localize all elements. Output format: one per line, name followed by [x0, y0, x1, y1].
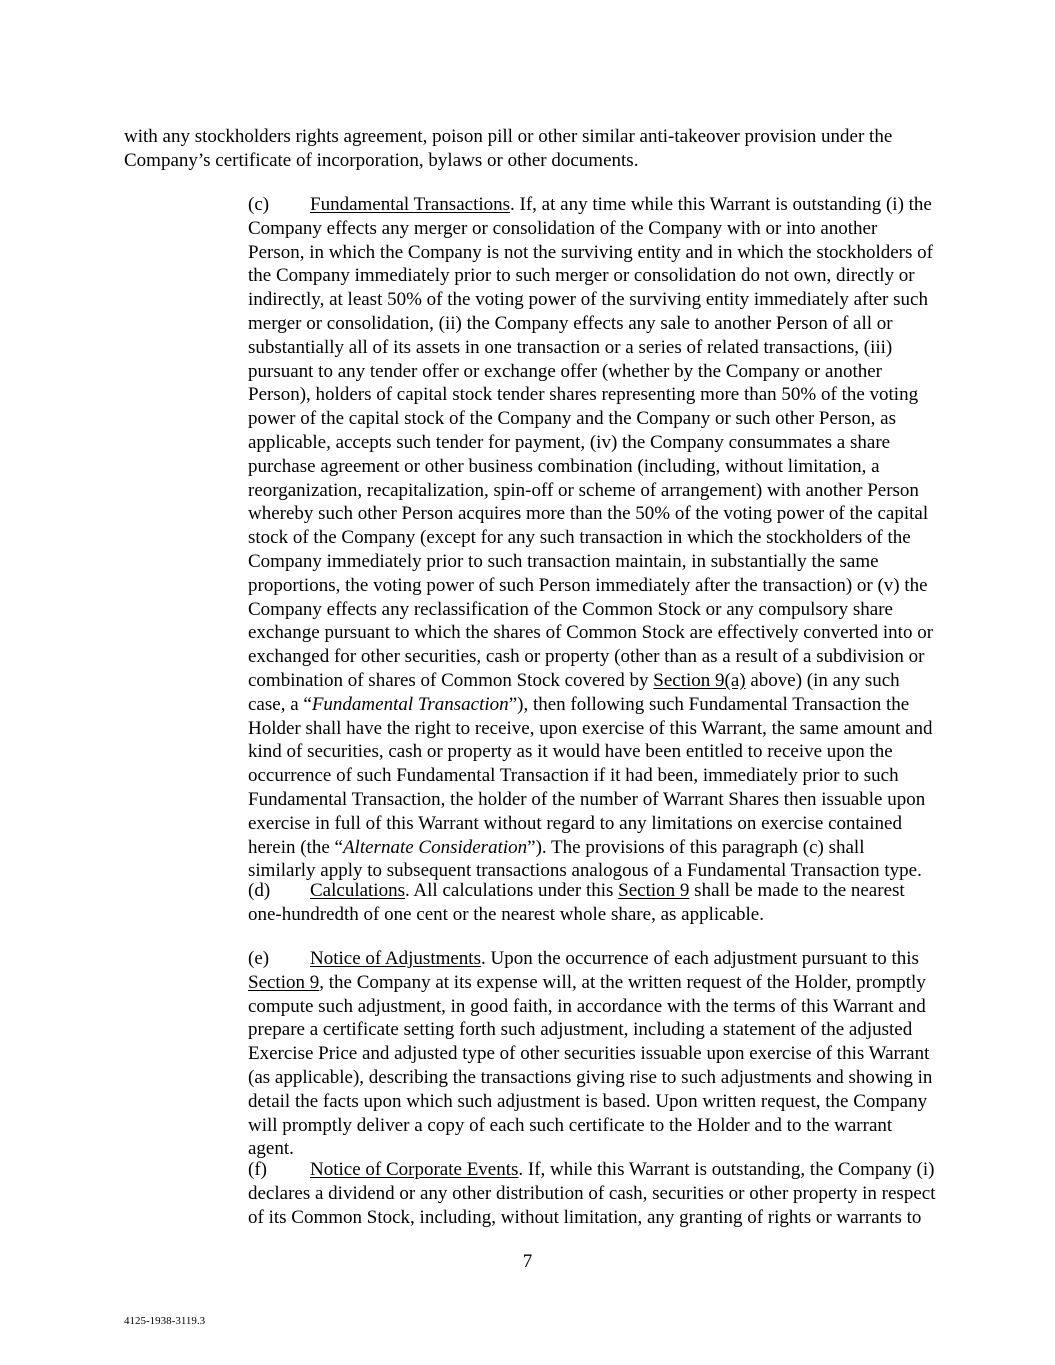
paragraph-f	[124, 1158, 936, 1229]
section-reference: Section 9	[618, 880, 690, 901]
paragraph-text: . All calculations under this	[404, 880, 619, 901]
defined-term: Fundamental Transaction	[311, 693, 509, 715]
paragraph-text: ”), then following such Fundamental Transaction the Holder shall have the right to receive, upon exercise of this Warrant, the same amount and kind of securities, cash or property as it would have been entitled to receive upon the occurrence of such Fundamental Transaction if it had been, immediately prior to such Fundamental Transaction, the holder of the number of Warrant Shares then issuable upon exercise in full of this Warrant without regard to any limitations on exercise contained herein (the “	[248, 693, 933, 858]
paragraph-text: ”). The provisions of this paragraph (c) shall similarly apply to subsequent transactions analogous of a Fundamental Transaction type.	[248, 836, 922, 882]
paragraph-heading: Notice of Adjustments	[310, 948, 481, 969]
section-reference: Section 9(a)	[653, 669, 746, 691]
paragraph-number: (f)	[248, 1159, 267, 1180]
paragraph-heading: Notice of Corporate Events	[310, 1159, 519, 1180]
intro-paragraph	[124, 125, 936, 173]
paragraph-number: (e)	[248, 948, 270, 969]
paragraph-text: . If, at any time while this Warrant is outstanding (i) the Company effects any merger or consolidation of the Company with or into another Person, in which the Company is not the surviving entity and in which the stockholders of the Company immediately prior to such merger or consolidation do not own, directly or indirectly, at least 50% of the voting power of the surviving entity immediately after such merger or consolidation, (ii) the Company effects any sale to another Person of all or substantially all of its assets in one transaction or a series of related transactions, (iii) pursuant to any tender offer or exchange offer (whether by the Company or another Person), holders of capital stock tender shares representing more than 50% of the voting power of the capital stock of the Company and the Company or such other Person, as applicable, accepts such tender for payment, (iv) the Company consummates a share purchase agreement or other business combination (including, without limitation, a reorganization, recapitalization, spin-off or scheme of arrangement) with another Person whereby such other Person acquires more than the 50% of the voting power of the capital stock of the Company (except for any such transaction in which the stockholders of the Company immediately prior to such transaction maintain, in substantially the same proportions, the voting power of such Person immediately after the transaction) or (v) the Company effects any reclassification of the Common Stock or any compulsory share exchange pursuant to which the shares of Common Stock are effectively converted into or exchanged for other securities, cash or property (other than as a result of a subdivision or combination of shares of Common Stock covered by	[248, 194, 934, 691]
paragraph-text: , the Company at its expense will, at the written request of the Holder, promptly compute such adjustment, in good faith, in accordance with the terms of this Warrant and prepare a certificate setting forth such adjustment, including a statement of the adjusted Exercise Price and adjusted type of other securities issuable upon exercise of this Warrant (as applicable), describing the transactions giving rise to such adjustments and showing in detail the facts upon which such adjustment is based. Upon written request, the Company will promptly deliver a copy of each such certificate to the Holder and to the warrant agent.	[248, 971, 933, 1160]
page-number: 7	[522, 1251, 533, 1272]
section-reference: Section 9	[248, 971, 320, 993]
paragraph-number: (c)	[248, 194, 270, 215]
paragraph-e	[124, 947, 936, 1161]
document-id: 4125-1938-3119.3	[124, 1315, 206, 1327]
paragraph-text: . If, while this Warrant is outstanding, the Company (i) declares a dividend or any other distribution of cash, securities or other property in respect of its Common Stock, including, without limitation, any granting of rights or warrants to	[248, 1159, 936, 1228]
paragraph-heading: Fundamental Transactions	[310, 194, 511, 215]
paragraph-number: (d)	[248, 880, 271, 901]
paragraph-d	[124, 879, 936, 927]
paragraph-text: . Upon the occurrence of each adjustment pursuant to this	[480, 948, 919, 969]
intro-text: with any stockholders rights agreement, poison pill or other similar anti-takeover provision under the Company’s certificate of incorporation, bylaws or other documents.	[124, 126, 893, 171]
paragraph-c	[124, 193, 936, 883]
paragraph-text: above) (in any such case, a “	[248, 669, 900, 715]
defined-term: Alternate Consideration	[342, 836, 528, 858]
paragraph-text: shall be made to the nearest one-hundredth of one cent or the nearest whole share, as applicable.	[248, 880, 905, 925]
paragraph-heading: Calculations	[310, 880, 405, 901]
